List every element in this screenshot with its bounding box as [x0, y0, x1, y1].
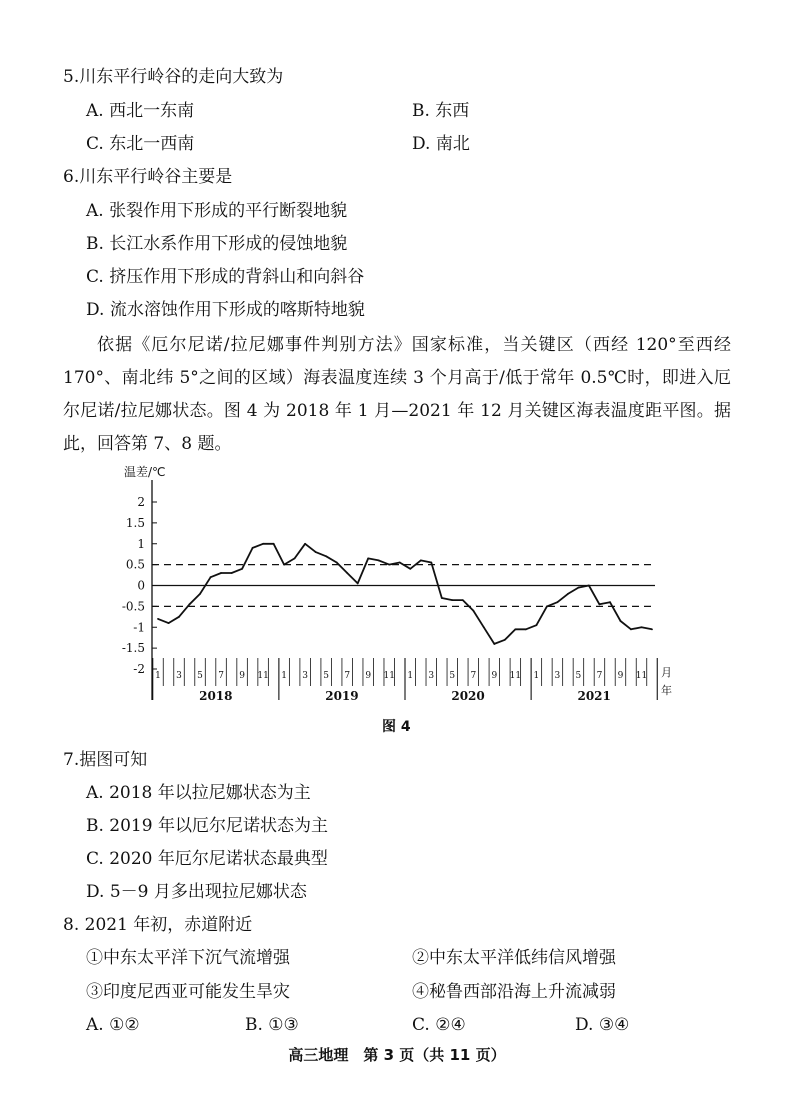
q7-stem: 7.据图可知: [63, 750, 148, 770]
passage: 依据《厄尔尼诺/拉尼娜事件判别方法》国家标准，当关键区（西经 120°至西经 170°、南北纬 5°之间的区域）海表温度连续 3 个月高于/低于常年 0.5℃时，即进入厄尔尼诺/拉尼娜状态。图 4 为 2018 年 1 月—2021 年 12 月关键区海表温度距平图。据此，回答第 7、8 题。: [63, 335, 731, 454]
month-label: 3: [428, 671, 435, 681]
data-point: [535, 624, 537, 626]
q7-option-a: A. 2018 年以拉尼娜状态为主: [86, 783, 311, 803]
y-tick-label: 0: [137, 578, 145, 593]
data-point: [178, 616, 180, 618]
q8-option-b: B. ①③: [245, 1015, 299, 1035]
data-point: [557, 601, 559, 603]
data-point: [441, 597, 443, 599]
month-label: 7: [470, 671, 477, 681]
data-point: [367, 557, 369, 559]
month-label: 7: [596, 671, 603, 681]
data-point: [620, 620, 622, 622]
q5-option-b: B. 东西: [412, 101, 470, 121]
data-point: [599, 603, 601, 605]
month-label: 1: [533, 671, 540, 681]
month-label: 11: [383, 671, 395, 681]
data-point: [651, 628, 653, 630]
y-tick-label: 0.5: [125, 557, 145, 572]
q5-stem: 5.川东平行岭谷的走向大致为: [63, 67, 284, 87]
data-point: [315, 551, 317, 553]
month-label: 7: [344, 671, 351, 681]
month-label: 3: [176, 671, 182, 681]
month-label: 1: [407, 671, 414, 681]
data-point: [220, 572, 222, 574]
data-point: [514, 628, 516, 630]
q8-option-c: C. ②④: [412, 1015, 466, 1035]
data-point: [357, 583, 359, 585]
data-point: [304, 543, 306, 545]
year-label: 2021: [577, 689, 611, 703]
month-label: 3: [554, 671, 561, 681]
data-point: [231, 572, 233, 574]
data-point: [420, 560, 422, 562]
y-tick-label: -0.5: [121, 599, 145, 614]
data-point: [336, 562, 338, 564]
month-label: 5: [323, 671, 330, 681]
data-point: [199, 593, 201, 595]
y-tick-label: -1: [133, 620, 145, 635]
data-point: [609, 601, 611, 603]
data-point: [493, 643, 495, 645]
month-label: 7: [218, 671, 224, 681]
q5-option-a: A. 西北一东南: [86, 101, 195, 121]
q7-option-d: D. 5－9 月多出现拉尼娜状态: [86, 882, 307, 902]
month-label: 11: [509, 671, 522, 681]
data-point: [578, 587, 580, 589]
data-point: [504, 639, 506, 641]
q8-stem: 8. 2021 年初，赤道附近: [63, 915, 253, 935]
month-label: 9: [365, 671, 372, 681]
data-point: [210, 576, 212, 578]
data-point: [399, 562, 401, 564]
x-axis-month-unit: 月: [661, 666, 672, 679]
data-point: [451, 599, 453, 601]
data-point: [388, 564, 390, 566]
data-point: [273, 543, 275, 545]
q6-option-c: C. 挤压作用下形成的背斜山和向斜谷: [86, 267, 365, 287]
chart-svg: [120, 462, 680, 708]
y-tick-label: 1: [137, 536, 145, 551]
q7-option-b: B. 2019 年以厄尔尼诺状态为主: [86, 816, 328, 836]
data-point: [630, 628, 632, 630]
data-point: [325, 555, 327, 557]
q8-statement-1: ①中东太平洋下沉气流增强: [86, 948, 290, 968]
figure-4-chart: [120, 462, 680, 708]
data-point: [409, 568, 411, 570]
data-point: [472, 610, 474, 612]
y-tick-label: -2: [133, 662, 145, 676]
data-point: [641, 626, 643, 628]
q8-statement-3: ③印度尼西亚可能发生旱灾: [86, 982, 290, 1002]
y-axis-title: 温差/℃: [124, 465, 166, 479]
q8-statement-2: ②中东太平洋低纬信风增强: [412, 948, 616, 968]
data-point: [525, 628, 527, 630]
q8-option-a: A. ①②: [86, 1015, 140, 1035]
data-point: [567, 593, 569, 595]
month-label: 11: [635, 671, 648, 681]
figure-caption: 图 4: [382, 719, 411, 735]
q8-statement-4: ④秘鲁西部沿海上升流减弱: [412, 982, 616, 1002]
month-label: 3: [302, 671, 309, 681]
month-label: 11: [257, 671, 269, 681]
data-point: [546, 605, 548, 607]
month-label: 1: [281, 671, 287, 681]
q8-option-d: D. ③④: [575, 1015, 630, 1035]
data-point: [241, 568, 243, 570]
data-point: [157, 618, 159, 620]
year-label: 2019: [325, 689, 359, 703]
q6-option-a: A. 张裂作用下形成的平行断裂地貌: [86, 201, 348, 221]
sst-anomaly-line: [158, 544, 652, 644]
data-point: [294, 557, 296, 559]
page-footer: 高三地理 第 3 页（共 11 页）: [288, 1046, 506, 1064]
data-point: [252, 547, 254, 549]
data-point: [283, 564, 285, 566]
month-label: 1: [155, 671, 161, 681]
q7-option-c: C. 2020 年厄尔尼诺状态最典型: [86, 849, 328, 869]
year-label: 2018: [199, 689, 233, 703]
y-tick-label: 2: [137, 495, 145, 509]
y-tick-label: -1.5: [121, 641, 145, 656]
data-point: [430, 562, 432, 564]
data-point: [588, 585, 590, 587]
month-label: 5: [449, 671, 456, 681]
month-label: 9: [239, 671, 245, 681]
data-point: [462, 599, 464, 601]
month-label: 9: [491, 671, 498, 681]
q5-option-c: C. 东北一西南: [86, 134, 195, 154]
year-label: 2020: [451, 689, 485, 703]
data-point: [262, 543, 264, 545]
month-label: 9: [617, 671, 624, 681]
data-point: [189, 603, 191, 605]
month-label: 5: [197, 671, 203, 681]
data-point: [378, 560, 380, 562]
q6-option-b: B. 长江水系作用下形成的侵蚀地貌: [86, 234, 348, 254]
data-point: [483, 626, 485, 628]
q5-option-d: D. 南北: [412, 134, 470, 154]
y-tick-label: 1.5: [125, 515, 145, 530]
data-point: [346, 572, 348, 574]
q6-stem: 6.川东平行岭谷主要是: [63, 167, 233, 187]
month-label: 5: [575, 671, 582, 681]
x-axis-year-unit: 年: [661, 684, 672, 697]
q6-option-d: D. 流水溶蚀作用下形成的喀斯特地貌: [86, 300, 365, 320]
data-point: [168, 622, 170, 624]
